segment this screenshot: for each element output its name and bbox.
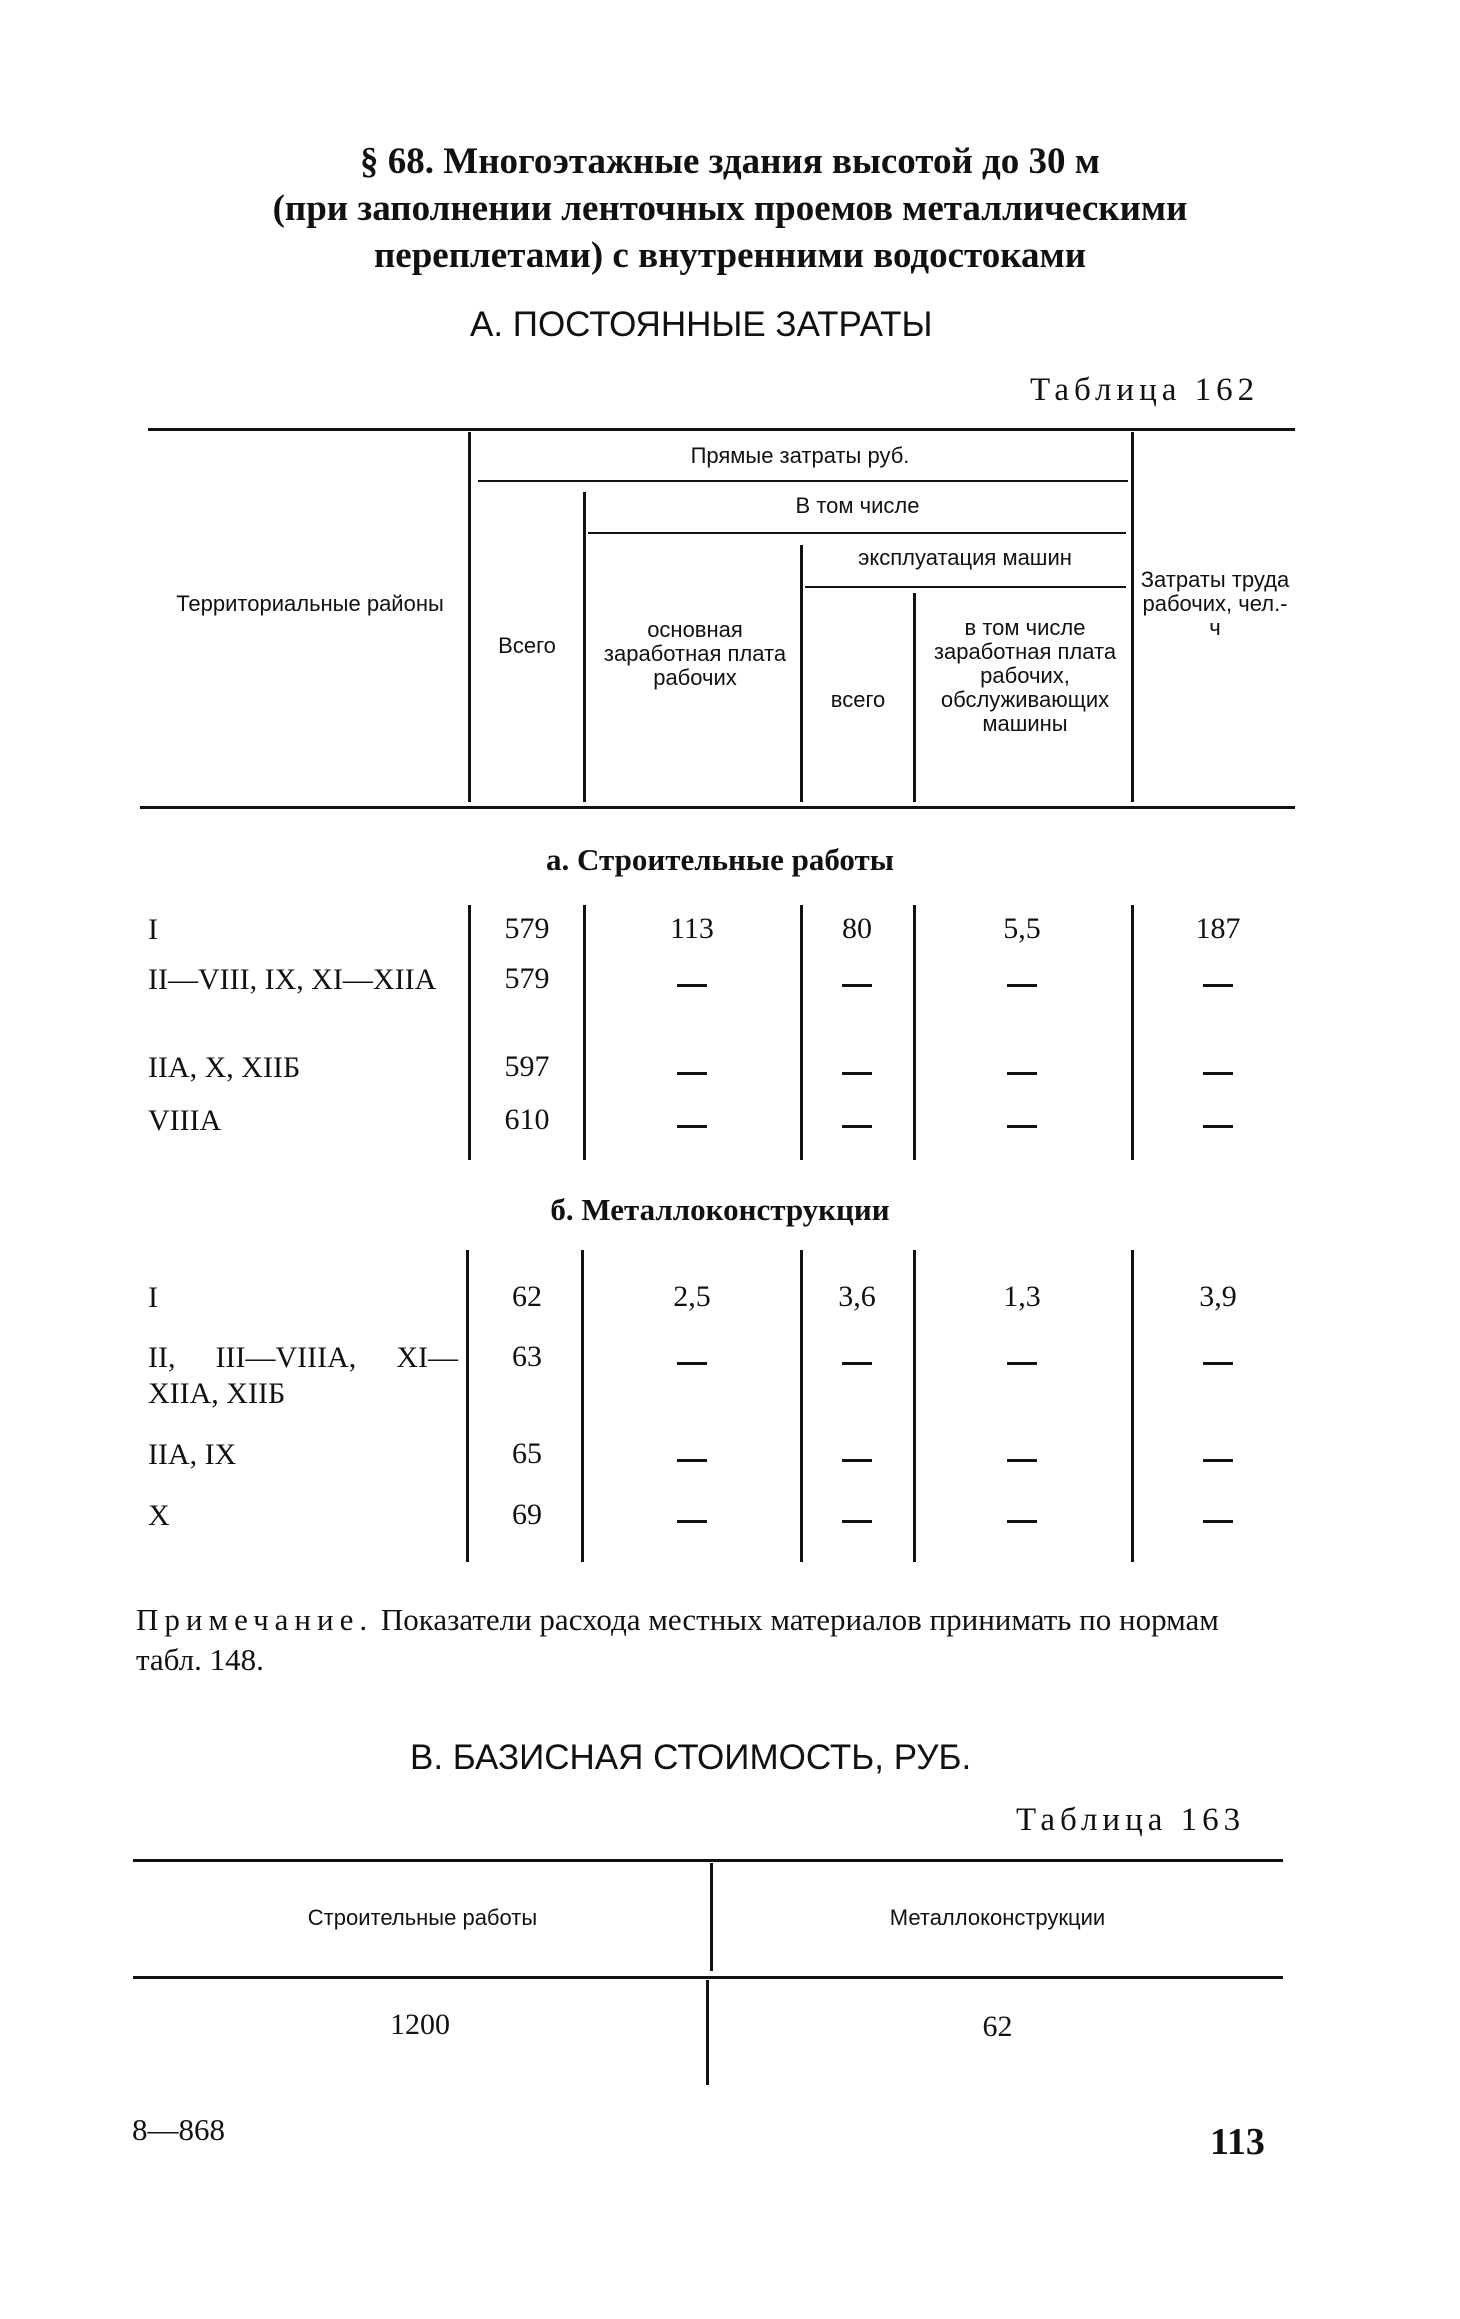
dash-mach-wages: [1007, 1362, 1037, 1365]
table-header-bottom-rule: [140, 806, 1295, 809]
group-b-divider-4: [913, 1250, 916, 1562]
table-163-header-rule: [133, 1976, 1283, 1979]
cell-total: 63: [512, 1340, 542, 1373]
dash-labor: [1203, 1459, 1233, 1462]
heading-line-2: (при заполнении ленточных проемов металлическими: [272, 188, 1188, 229]
table-163-value-metal: 62: [982, 2010, 1013, 2043]
dash-mach-total: [842, 1362, 872, 1365]
header-total: Всего: [498, 633, 556, 658]
group-a-divider-3: [800, 905, 803, 1160]
header-divider-mach-total: [913, 593, 916, 802]
region-cell: X: [148, 1499, 170, 1532]
region-cell: II—VIII, IX, XI—XIIА: [148, 963, 437, 996]
subsection-a-title: А. ПОСТОЯННЫЕ ЗАТРАТЫ: [470, 305, 933, 344]
dash-mach-wages: [1007, 1125, 1037, 1128]
heading-line-1: § 68. Многоэтажные здания высотой до 30 м: [360, 141, 1100, 182]
dash-labor: [1203, 1125, 1233, 1128]
group-title-metal: б. Металлоконструкции: [550, 1192, 890, 1227]
dash-wages: [677, 1362, 707, 1365]
header-machines-wages: в том числе заработная плата рабочих, обслуживающих машины: [933, 615, 1117, 736]
subsection-b-title: В. БАЗИСНАЯ СТОИМОСТЬ, РУБ.: [410, 1738, 972, 1777]
dash-wages: [677, 1520, 707, 1523]
dash-mach-wages: [1007, 1459, 1037, 1462]
group-b-divider-5: [1131, 1250, 1134, 1562]
cell-labor: 187: [1195, 912, 1241, 945]
group-a-divider-2: [583, 905, 586, 1160]
group-title-construction: а. Строительные работы: [546, 842, 894, 877]
dash-mach-total: [842, 1459, 872, 1462]
header-region: Территориальные районы: [176, 591, 444, 616]
cell-wages: 113: [670, 912, 714, 945]
cell-total: 610: [504, 1103, 550, 1136]
including-underline: [588, 532, 1126, 534]
table-163-body-divider: [706, 1980, 709, 2085]
cell-total: 579: [504, 912, 550, 945]
group-b-divider-3: [800, 1250, 803, 1562]
table-162-label: Таблица 162: [1030, 372, 1260, 408]
note-label: Примечание.: [136, 1602, 374, 1637]
cell-total: 69: [512, 1498, 542, 1531]
table-163-top-rule: [133, 1859, 1283, 1862]
note-text: Показатели расхода местных материалов принимать по нормам табл. 148.: [136, 1602, 1219, 1677]
footer-code: 8—868: [132, 2112, 225, 2147]
page-number: 113: [1210, 2121, 1265, 2163]
dash-wages: [677, 1125, 707, 1128]
dash-labor: [1203, 1520, 1233, 1523]
table-163-header-construction: Строительные работы: [307, 1905, 538, 1930]
header-divider-total: [583, 492, 586, 802]
dash-wages: [677, 1072, 707, 1075]
cell-mach-wages: 1,3: [1003, 1280, 1041, 1313]
header-labor: Затраты труда рабочих, чел.-ч: [1140, 567, 1290, 640]
dash-mach-total: [842, 984, 872, 987]
dash-mach-wages: [1007, 1072, 1037, 1075]
dash-mach-wages: [1007, 984, 1037, 987]
cell-mach-total: 3,6: [838, 1280, 876, 1313]
dash-labor: [1203, 1362, 1233, 1365]
region-cell: VIIIА: [148, 1104, 222, 1137]
heading-line-3: переплетами) с внутренними водостоками: [373, 235, 1087, 276]
group-b-divider-2: [581, 1250, 584, 1562]
note: [136, 1600, 1276, 1680]
group-a-divider-4: [913, 905, 916, 1160]
table-top-rule: [148, 428, 1295, 431]
cell-mach-wages: 5,5: [1003, 912, 1041, 945]
machines-underline: [805, 586, 1126, 588]
region-cell: II, III—VIIIА, XI—XIIА, XIIБ: [148, 1341, 458, 1410]
cell-total: 62: [512, 1280, 542, 1313]
header-divider-wages: [800, 545, 803, 802]
dash-mach-total: [842, 1520, 872, 1523]
dash-labor: [1203, 984, 1233, 987]
region-cell: IIА, IX: [148, 1438, 237, 1471]
header-divider-mach-wages: [1131, 432, 1134, 802]
header-machines-total: всего: [830, 687, 886, 712]
header-direct-costs: Прямые затраты руб.: [690, 443, 910, 468]
table-163-header-divider: [710, 1863, 713, 1971]
group-b-divider-1: [466, 1250, 469, 1562]
header-including: В том числе: [795, 493, 920, 518]
region-cell: IIА, X, XIIБ: [148, 1051, 301, 1084]
cell-total: 579: [504, 962, 550, 995]
header-divider-region: [468, 432, 471, 802]
dash-wages: [677, 984, 707, 987]
dash-wages: [677, 1459, 707, 1462]
section-heading: [150, 138, 1310, 279]
cell-wages: 2,5: [673, 1280, 711, 1313]
region-cell: I: [148, 913, 158, 946]
cell-labor: 3,9: [1199, 1280, 1237, 1313]
dash-mach-total: [842, 1125, 872, 1128]
cell-total: 65: [512, 1437, 542, 1470]
header-wages: основная заработная плата рабочих: [603, 617, 787, 690]
direct-costs-underline: [478, 480, 1128, 482]
group-a-divider-5: [1131, 905, 1134, 1160]
header-machines: эксплуатация машин: [858, 545, 1072, 570]
cell-mach-total: 80: [842, 912, 872, 945]
region-cell: I: [148, 1281, 158, 1314]
cell-total: 597: [504, 1050, 550, 1083]
dash-labor: [1203, 1072, 1233, 1075]
dash-mach-wages: [1007, 1520, 1037, 1523]
table-163-value-construction: 1200: [390, 2008, 450, 2041]
dash-mach-total: [842, 1072, 872, 1075]
table-163-label: Таблица 163: [1016, 1802, 1246, 1838]
table-163-header-metal: Металлоконструкции: [889, 1905, 1106, 1930]
group-a-divider-1: [468, 905, 471, 1160]
